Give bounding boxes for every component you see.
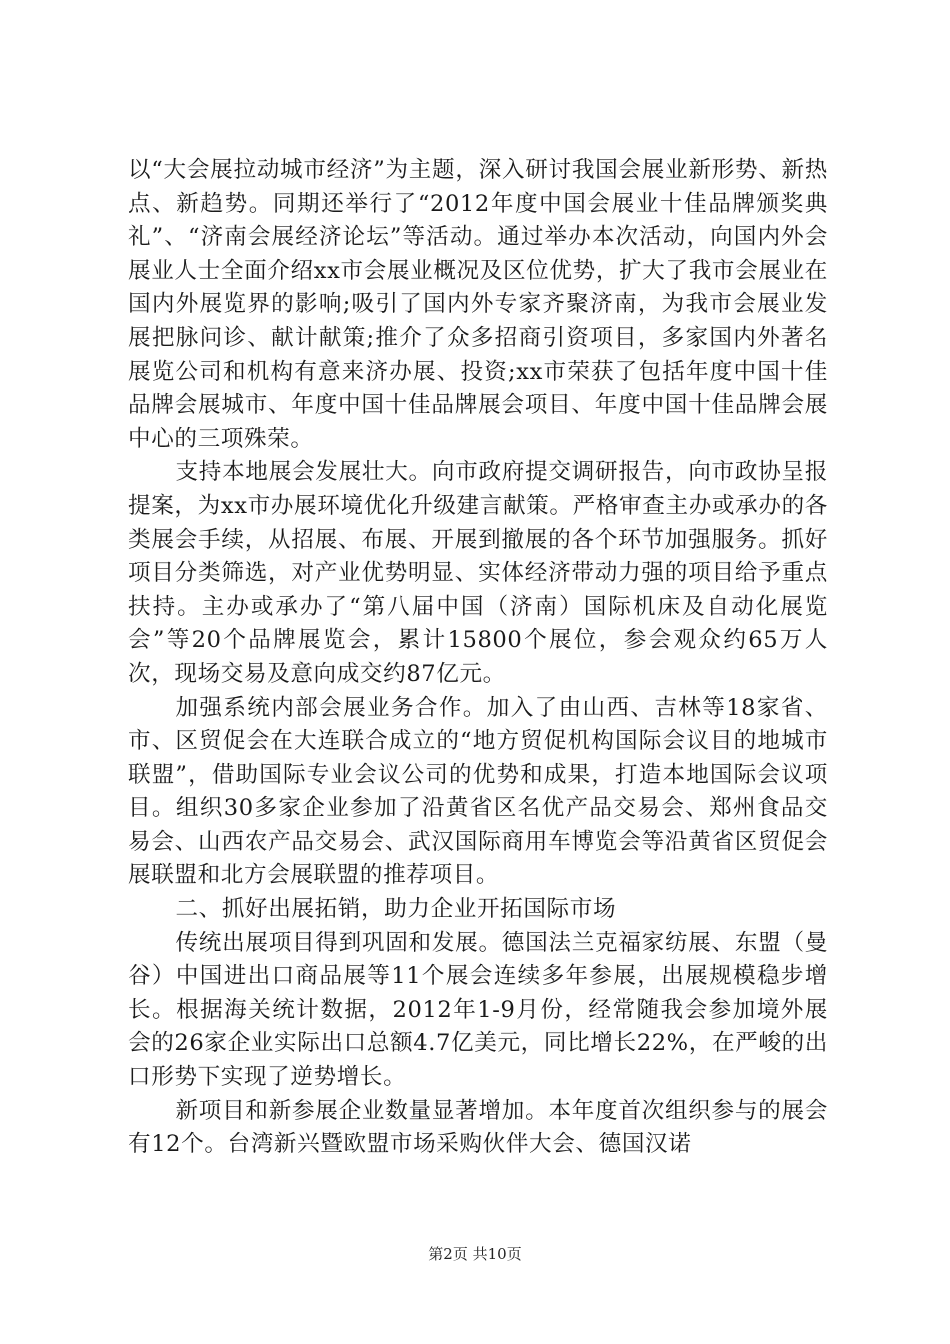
document-body <box>128 154 828 1162</box>
section-heading: 二、抓好出展拓销，助力企业开拓国际市场 <box>175 896 617 923</box>
paragraph-system-cooperation: 加强系统内部会展业务合作。加入了由山西、吉林等18家省、市、区贸促会在大连联合成立的“地方贸促机构国际会议目的地城市联盟”，借助国际专业会议公司的优势和成果，打造本地国际会议项目。组织30多家企业参加了沿黄省区名优产品交易会、郑州食品交易会、山西农产品交易会、武汉国际商用车博览会等沿黄省区贸促会展联盟和北方会展联盟的推荐项目。 <box>128 694 828 889</box>
paragraph-traditional-exhibitions: 传统出展项目得到巩固和发展。德国法兰克福家纺展、东盟（曼谷）中国进出口商品展等11个展会连续多年参展，出展规模稳步增长。根据海关统计数据，2012年1-9月份，经常随我会参加境外展会的26家企业实际出口总额4.7亿美元，同比增长22%，在严峻的出口形势下实现了逆势增长。 <box>128 929 828 1091</box>
paragraph-new-projects: 新项目和新参展企业数量显著增加。本年度首次组织参与的展会有12个。台湾新兴暨欧盟市场采购伙伴大会、德国汉诺 <box>128 1097 828 1158</box>
paragraph-local-exhibitions: 支持本地展会发展壮大。向市政府提交调研报告，向市政协呈报提案，为xx市办展环境优化升级建言献策。严格审查主办或承办的各类展会手续，从招展、布展、开展到撤展的各个环节加强服务。抓好项目分类筛选，对产业优势明显、实体经济带动力强的项目给予重点扶持。主办或承办了“第八届中国（济南）国际机床及自动化展览会”等20个品牌展览会，累计15800个展位，参会观众约65万人次，现场交易及意向成交约87亿元。 <box>128 459 828 687</box>
page-footer: 第2页 共10页 <box>428 1245 522 1263</box>
paragraph-continuation: 以“大会展拉动城市经济”为主题，深入研讨我国会展业新形势、新热点、新趋势。同期还举行了“2012年度中国会展业十佳品牌颁奖典礼”、“济南会展经济论坛”等活动。通过举办本次活动，向国内外会展业人士全面介绍xx市会展业概况及区位优势，扩大了我市会展业在国内外展览界的影响;吸引了国内外专家齐聚济南，为我市会展业发展把脉问诊、献计献策;推介了众多招商引资项目，多家国内外著名展览公司和机构有意来济办展、投资;xx市荣获了包括年度中国十佳品牌会展城市、年度中国十佳品牌展会项目、年度中国十佳品牌会展中心的三项殊荣。 <box>128 157 828 452</box>
